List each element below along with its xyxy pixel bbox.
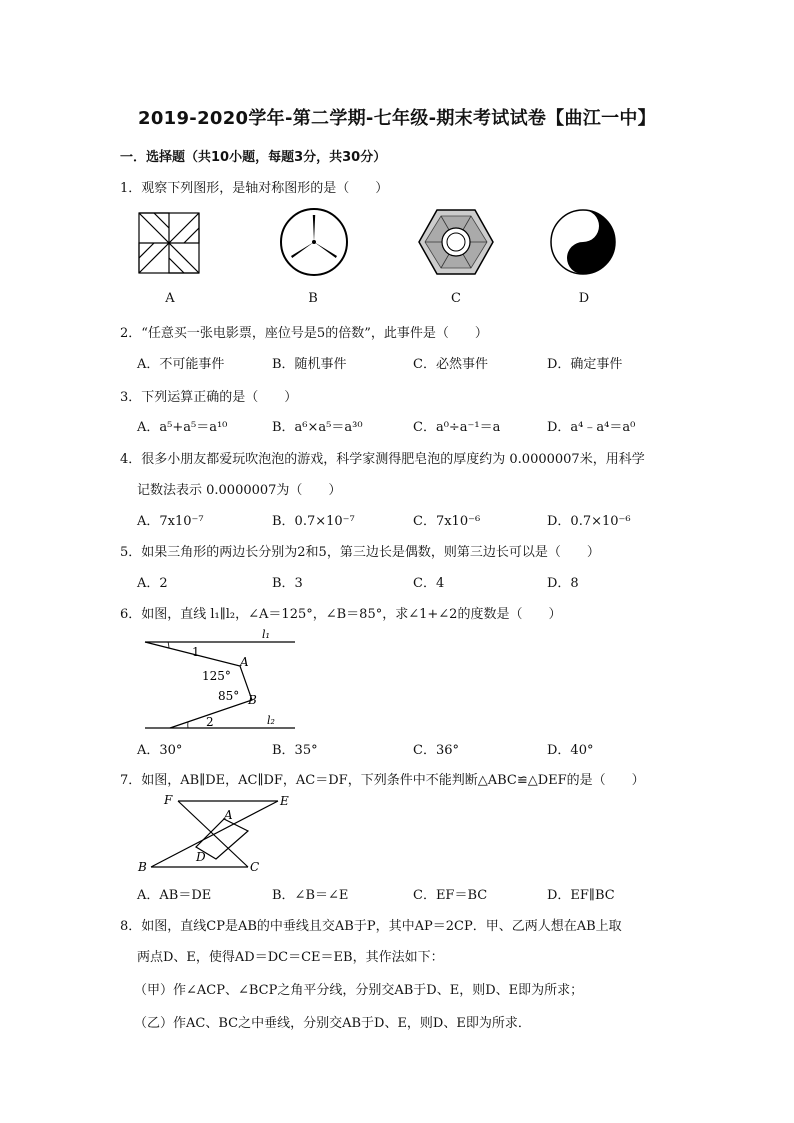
question-4-stem-line2: 记数法表示 0.0000007为（ ） (137, 483, 342, 498)
q7-option-d: D．EF∥BC (547, 888, 615, 903)
q4-option-b: B．0.7×10⁻⁷ (272, 514, 355, 529)
q6-point-a: A (240, 655, 249, 669)
figure-label-a: A (165, 291, 175, 306)
question-6-stem: 6．如图，直线 l₁∥l₂，∠A＝125°，∠B＝85°，求∠1+∠2的度数是（ ） (120, 607, 562, 622)
q6-option-d: D．40° (547, 743, 594, 758)
q3-option-c: C．a⁰÷a⁻¹＝a (413, 420, 501, 435)
q4-option-a: A．7x10⁻⁷ (137, 514, 204, 529)
q7-option-b: B．∠B＝∠E (272, 888, 349, 903)
q7-option-c: C．EF＝BC (413, 888, 488, 903)
q4-option-c: C．7x10⁻⁶ (413, 514, 481, 529)
q7-point-e: E (280, 794, 289, 808)
hexagon-ornament-icon (417, 208, 495, 276)
q5-option-c: C．4 (413, 576, 445, 591)
q5-option-a: A．2 (137, 576, 168, 591)
q3-option-d: D．a⁴﹣a⁴＝a⁰ (547, 420, 636, 435)
yin-yang-icon (549, 208, 617, 276)
q6-angle-b-value: 85° (218, 689, 240, 703)
pinwheel-icon (138, 212, 200, 274)
q7-point-b: B (138, 860, 147, 874)
question-8-method-jia: （甲）作∠ACP、∠BCP之角平分线，分别交AB于D、E，则D、E即为所求； (134, 983, 584, 998)
question-3-stem: 3．下列运算正确的是（ ） (120, 390, 298, 405)
q7-point-a: A (224, 808, 233, 822)
figure-label-b: B (308, 291, 318, 306)
q2-option-d: D．确定事件 (547, 357, 623, 372)
section-heading: 一．选择题（共10小题，每题3分，共30分） (120, 150, 387, 165)
mercedes-star-icon (279, 207, 349, 277)
q5-option-b: B．3 (272, 576, 303, 591)
q6-label-l2: l₂ (267, 714, 275, 727)
q7-point-d: D (196, 850, 206, 864)
q2-option-c: C．必然事件 (413, 357, 488, 372)
q6-angle-1-label: 1 (192, 645, 200, 659)
question-8-stem-line2: 两点D、E，使得AD＝DC＝CE＝EB，其作法如下： (137, 950, 444, 965)
figure-label-c: C (451, 291, 461, 306)
q5-option-d: D．8 (547, 576, 579, 591)
q7-option-a: A．AB＝DE (137, 888, 212, 903)
figure-label-d: D (578, 291, 590, 306)
q6-label-l1: l₁ (262, 628, 270, 641)
question-8-method-yi: （乙）作AC、BC之中垂线，分别交AB于D、E，则D、E即为所求． (134, 1016, 531, 1031)
question-7-figure (136, 791, 296, 875)
q2-option-a: A．不可能事件 (137, 357, 225, 372)
q3-option-b: B．a⁶×a⁵＝a³⁰ (272, 420, 363, 435)
page-title: 2019-2020学年-第二学期-七年级-期末考试试卷【曲江一中】 (138, 108, 656, 129)
q6-point-b: B (248, 693, 257, 707)
question-5-stem: 5．如果三角形的两边长分别为2和5，第三边长是偶数，则第三边长可以是（ ） (120, 545, 600, 560)
q6-angle-2-label: 2 (206, 715, 214, 729)
q7-point-f: F (164, 793, 173, 807)
q6-option-c: C．36° (413, 743, 459, 758)
question-2-stem: 2．“任意买一张电影票，座位号是5的倍数”，此事件是（ ） (120, 326, 488, 341)
question-1-stem: 1．观察下列图形，是轴对称图形的是（ ） (120, 181, 389, 196)
q6-angle-a-value: 125° (202, 669, 231, 683)
q7-point-c: C (250, 860, 260, 874)
q6-option-b: B．35° (272, 743, 318, 758)
q4-option-d: D．0.7×10⁻⁶ (547, 514, 631, 529)
q2-option-b: B．随机事件 (272, 357, 347, 372)
question-4-stem-line1: 4．很多小朋友都爱玩吹泡泡的游戏，科学家测得肥皂泡的厚度约为 0.0000007米，用科学 (120, 452, 645, 467)
q3-option-a: A．a⁵+a⁵＝a¹⁰ (137, 420, 228, 435)
q6-option-a: A．30° (137, 743, 183, 758)
question-7-stem: 7．如图，AB∥DE，AC∥DF，AC＝DF，下列条件中不能判断△ABC≌△DEF的是（ ） (120, 773, 645, 788)
question-6-figure (140, 626, 300, 734)
question-8-stem-line1: 8．如图，直线CP是AB的中垂线且交AB于P，其中AP＝2CP．甲、乙两人想在AB上取 (120, 919, 622, 934)
